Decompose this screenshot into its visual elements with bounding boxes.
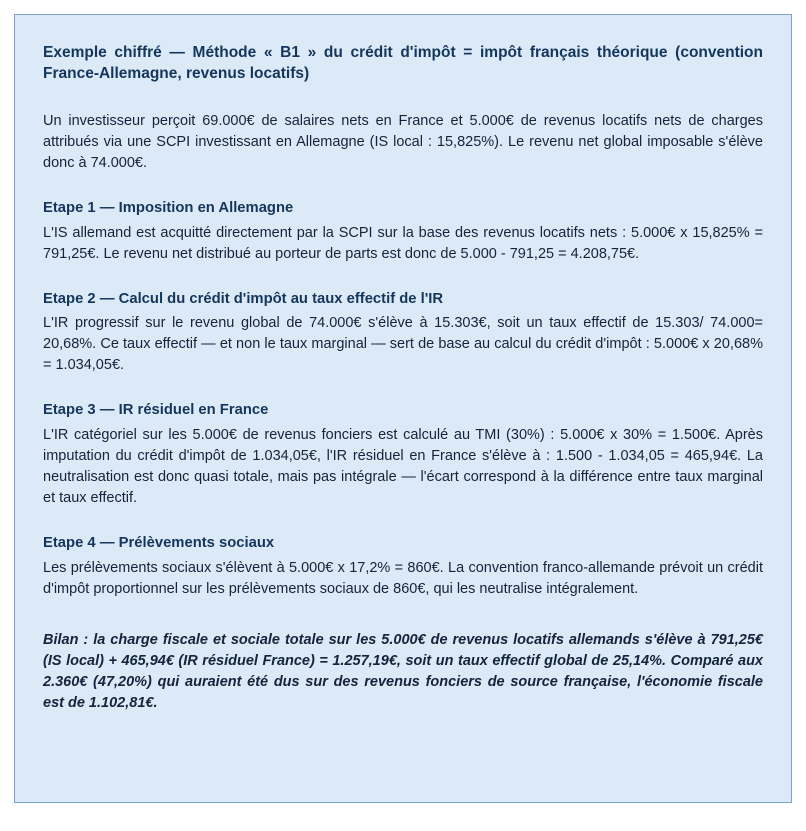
step-4-heading: Etape 4 — Prélèvements sociaux: [43, 535, 275, 552]
step-3-heading: Etape 3 — IR résiduel en France: [43, 402, 269, 419]
step-2-body: L'IR progressif sur le revenu global de 74.000€ s'élève à 15.303€, soit un taux effectif de 15.303/ 74.000= 20,68%. Ce taux effectif — et non le taux marginal — sert de base au calcul du crédit d'impôt : 5.000€ x 20,68% = 1.034,05€.: [43, 315, 763, 374]
step-4-body: Les prélèvements sociaux s'élèvent à 5.000€ x 17,2% = 860€. La convention franco-allemande prévoit un crédit d'impôt proportionnel sur les prélèvements sociaux de 860€, qui les neutralise intégralement.: [43, 559, 763, 597]
intro-paragraph: Un investisseur perçoit 69.000€ de salaires nets en France et 5.000€ de revenus locatifs nets de charges attribués via une SCPI investissant en Allemagne (IS local : 15,825%). Le revenu net global imposable s'élève donc à 74.000€.: [43, 112, 763, 171]
step-1-heading: Etape 1 — Imposition en Allemagne: [43, 199, 294, 216]
step-3-body: L'IR catégoriel sur les 5.000€ de revenus fonciers est calculé au TMI (30%) : 5.000€ x 30% = 1.500€. Après imputation du crédit d'impôt de 1.034,05€, l'IR résiduel en France s'élève à : 1.500 - 1.034,05 = 465,94€. La neutralisation est donc quasi totale, mais pas intégrale — l'écart correspond à la différence entre taux marginal et taux effectif.: [43, 427, 763, 507]
callout-title: Exemple chiffré — Méthode « B1 » du crédit d'impôt = impôt français théorique (convention France-Allemagne, revenus locatifs): [43, 44, 763, 82]
step-1: [43, 198, 763, 265]
step-1-body: L'IS allemand est acquitté directement par la SCPI sur la base des revenus locatifs nets : 5.000€ x 15,825% = 791,25€. Le revenu net distribué au porteur de parts est donc de 5.000 - 791,25 = 4.208,75€.: [43, 224, 763, 262]
step-2-heading: Etape 2 — Calcul du crédit d'impôt au taux effectif de l'IR: [43, 290, 444, 307]
step-2: [43, 289, 763, 377]
step-3: [43, 400, 763, 509]
step-4: [43, 533, 763, 600]
summary-paragraph: Bilan : la charge fiscale et sociale totale sur les 5.000€ de revenus locatifs allemands s'élève à 791,25€ (IS local) + 465,94€ (IR résiduel France) = 1.257,19€, soit un taux effectif global de 25,14%. Comparé aux 2.360€ (47,20%) qui auraient été dus sur des revenus fonciers de source française, l'économie fiscale est de 1.102,81€.: [43, 631, 763, 711]
example-callout-box: [14, 14, 792, 803]
